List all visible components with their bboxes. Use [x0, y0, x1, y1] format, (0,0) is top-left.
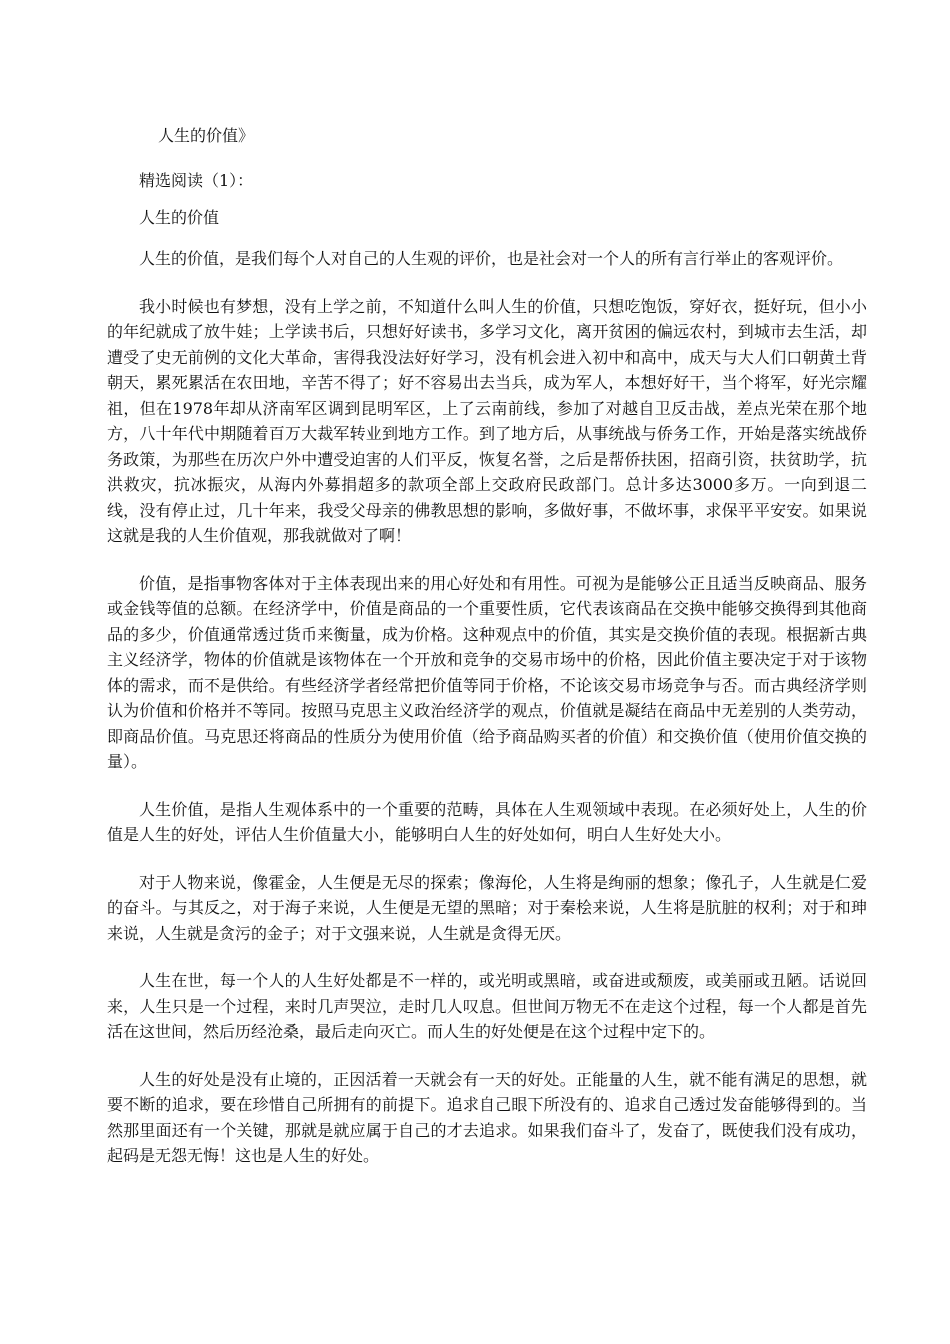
paragraph-7: 人生的好处是没有止境的，正因活着一天就会有一天的好处。正能量的人生，就不能有满足的思想，就要不断的追求，要在珍惜自己所拥有的前提下。追求自己眼下所没有的、追求自己透过发奋能够得到的。当然那里面还有一个关键，那就是就应属于自己的才去追求。如果我们奋斗了，发奋了，既使我们没有成功，起码是无怨无悔！这也是人生的好处。	[107, 1069, 867, 1165]
paragraph-5: 对于人物来说，像霍金，人生便是无尽的探索；像海伦，人生将是绚丽的想象；像孔子，人生就是仁爱的奋斗。与其反之，对于海子来说，人生便是无望的黑暗；对于秦桧来说，人生将是肮脏的权利；对于和珅来说，人生就是贪污的金子；对于文强来说，人生就是贪得无厌。	[107, 872, 867, 943]
article-subtitle: 人生的价值	[139, 208, 220, 227]
paragraph-2: 我小时候也有梦想，没有上学之前，不知道什么叫人生的价值，只想吃饱饭，穿好衣，挺好玩，但小小的年纪就成了放牛娃；上学读书后，只想好好读书，多学习文化，离开贫困的偏远农村，到城市去生活，却遭受了史无前例的文化大革命，害得我没法好好学习，没有机会进入初中和高中，成天与大人们口朝黄土背朝天，累死累活在农田地，辛苦不得了；好不容易出去当兵，成为军人，本想好好干，当个将军，好光宗耀祖，但在1978年却从济南军区调到昆明军区，上了云南前线，参加了对越自卫反击战，差点光荣在那个地方，八十年代中期随着百万大裁军转业到地方工作。到了地方后，从事统战与侨务工作，开始是落实统战侨务政策，为那些在历次户外中遭受迫害的人们平反，恢复名誉，之后是帮侨扶困，招商引资，扶贫助学，抗洪救灾，抗冰振灾，从海内外募捐超多的款项全部上交政府民政部门。总计多达3000多万。一向到退二线，没有停止过，几十年来，我受父母亲的佛教思想的影响，多做好事，不做坏事，求保平平安安。如果说这就是我的人生价值观，那我就做对了啊！	[107, 296, 867, 545]
paragraph-3: 价值，是指事物客体对于主体表现出来的用心好处和有用性。可视为是能够公正且适当反映商品、服务或金钱等值的总额。在经济学中，价值是商品的一个重要性质，它代表该商品在交换中能够交换得到其他商品的多少，价值通常透过货币来衡量，成为价格。这种观点中的价值，其实是交换价值的表现。根据新古典主义经济学，物体的价值就是该物体在一个开放和竞争的交易市场中的价格，因此价值主要决定于对于该物体的需求，而不是供给。有些经济学者经常把价值等同于价格，不论该交易市场竞争与否。而古典经济学则认为价值和价格并不等同。按照马克思主义政治经济学的观点，价值就是凝结在商品中无差别的人类劳动，即商品价值。马克思还将商品的性质分为使用价值（给予商品购买者的价值）和交换价值（使用价值交换的量）。	[107, 573, 867, 771]
selection-label: 精选阅读（1）：	[139, 171, 254, 190]
document-title: 人生的价值》	[158, 126, 255, 145]
paragraph-4: 人生价值，是指人生观体系中的一个重要的范畴，具体在人生观领域中表现。在必须好处上，人生的价值是人生的好处，评估人生价值量大小，能够明白人生的好处如何，明白人生好处大小。	[107, 799, 867, 844]
paragraph-6: 人生在世，每一个人的人生好处都是不一样的，或光明或黑暗，或奋进或颓废，或美丽或丑陋。话说回来，人生只是一个过程，来时几声哭泣，走时几人叹息。但世间万物无不在走这个过程，每一个人都是首先活在这世间，然后历经沧桑，最后走向灭亡。而人生的好处便是在这个过程中定下的。	[107, 971, 867, 1041]
article-body	[107, 246, 867, 1191]
paragraph-1: 人生的价值，是我们每个人对自己的人生观的评价，也是社会对一个人的所有言行举止的客观评价。	[139, 249, 844, 268]
